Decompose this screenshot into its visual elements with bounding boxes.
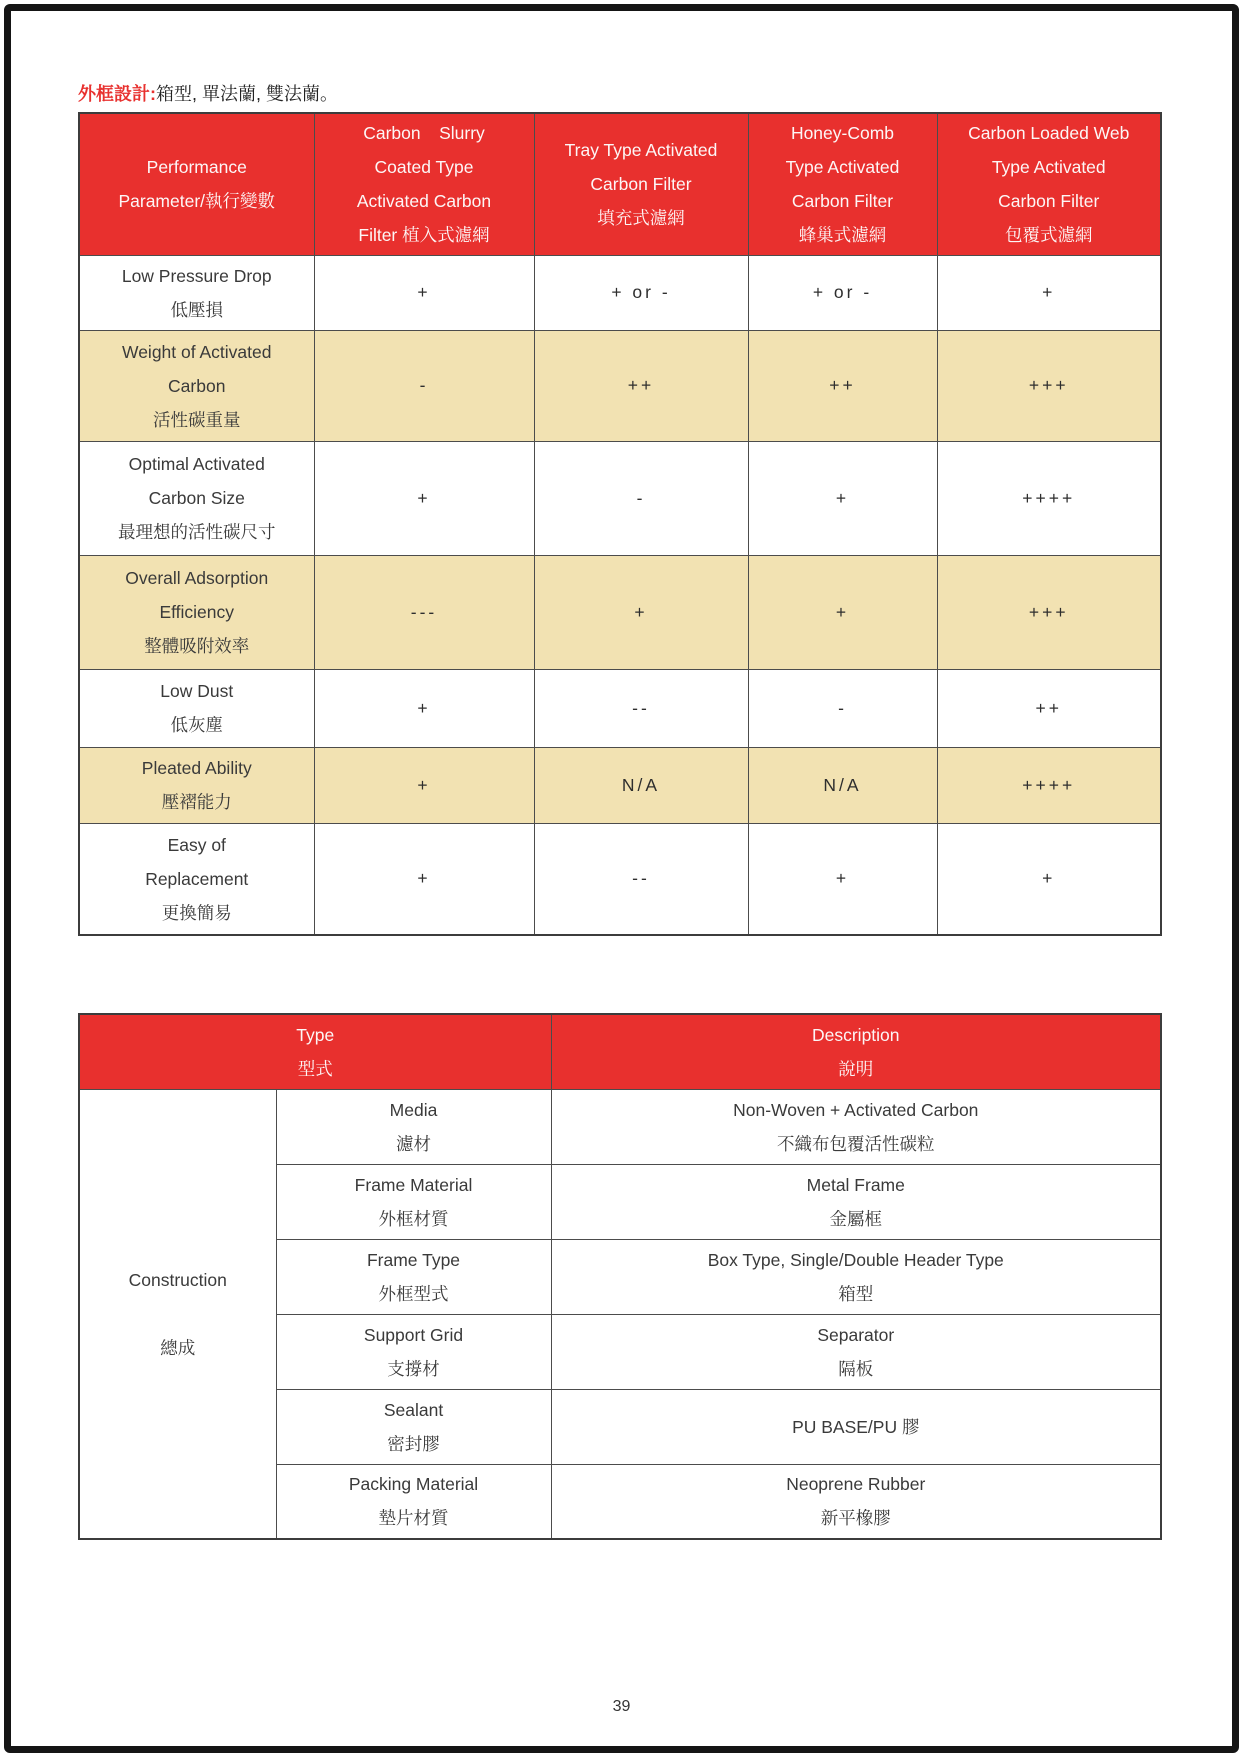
label-line: Optimal Activated	[128, 454, 265, 474]
desc-line: 不織布包覆活性碳粒	[777, 1133, 935, 1154]
header-type	[79, 1014, 551, 1089]
row-label	[79, 823, 314, 935]
label-line: 更換簡易	[161, 902, 232, 923]
type-line: Frame Type	[366, 1249, 461, 1270]
group-line: 總成	[160, 1337, 196, 1358]
header-line: Tray Type Activated	[564, 140, 718, 161]
description-cell	[551, 1314, 1161, 1389]
rating-cell: N/A	[748, 747, 937, 823]
rating-cell: +	[748, 823, 937, 935]
rating-cell: +	[314, 255, 534, 330]
desc-line: 新平橡膠	[820, 1508, 891, 1529]
type-line: 外框型式	[378, 1283, 449, 1304]
type-line: 支撐材	[387, 1358, 440, 1379]
header-performance-parameter	[79, 113, 314, 255]
type-line: 密封膠	[387, 1433, 440, 1454]
type-cell	[276, 1389, 551, 1464]
header-line: Honey-Comb	[790, 123, 895, 144]
group-line: Construction	[128, 1269, 227, 1290]
type-line: 濾材	[396, 1133, 431, 1154]
performance-comparison-table	[78, 112, 1162, 936]
rating-cell: -	[748, 669, 937, 747]
description-cell	[551, 1164, 1161, 1239]
page-number: 39	[612, 1698, 631, 1715]
type-line: 外框材質	[378, 1208, 449, 1229]
desc-line: Separator	[817, 1324, 895, 1345]
row-label	[79, 330, 314, 441]
header-line: 填充式濾網	[597, 208, 685, 229]
label-line: 整體吸附效率	[144, 636, 250, 656]
label-line: 低灰塵	[170, 715, 223, 735]
rating-cell: +++	[937, 555, 1161, 669]
type-line: Packing Material	[348, 1474, 479, 1495]
rating-cell: + or -	[748, 255, 937, 330]
row-label	[79, 747, 314, 823]
perf-row-pleated-ability	[79, 747, 1161, 823]
header-carbon-loaded-web	[937, 113, 1161, 255]
header-line: 說明	[838, 1058, 874, 1079]
rating-cell: +	[748, 555, 937, 669]
header-line: 型式	[297, 1058, 333, 1079]
rating-cell: ++++	[937, 441, 1161, 555]
rating-cell: +	[314, 669, 534, 747]
description-cell	[551, 1464, 1161, 1539]
header-honey-comb	[748, 113, 937, 255]
type-line: Media	[389, 1099, 438, 1120]
label-line: Weight of Activated	[122, 341, 272, 362]
type-line: Sealant	[383, 1399, 444, 1420]
type-cell	[276, 1089, 551, 1164]
label-line: 活性碳重量	[153, 409, 241, 430]
header-line: Carbon Filter	[791, 191, 894, 212]
title-label: 外框設計:	[78, 84, 156, 104]
label-line: Low Pressure Drop	[121, 265, 272, 286]
row-label	[79, 555, 314, 669]
rating-cell: -	[314, 330, 534, 441]
type-line: Support Grid	[363, 1324, 464, 1345]
rating-cell: --	[534, 669, 748, 747]
label-line: Carbon	[168, 375, 226, 396]
header-line: Type	[296, 1024, 335, 1045]
perf-row-low-dust	[79, 669, 1161, 747]
desc-line: 隔板	[838, 1358, 874, 1379]
label-line: 壓褶能力	[161, 792, 232, 812]
rating-cell: +	[314, 823, 534, 935]
label-line: Carbon Size	[148, 488, 245, 508]
header-line: Parameter/執行變數	[118, 191, 276, 212]
header-line: Type Activated	[785, 157, 900, 178]
description-cell	[551, 1089, 1161, 1164]
desc-line: 箱型	[838, 1283, 874, 1304]
header-line: Carbon Filter	[590, 174, 692, 195]
group-cell-construction	[79, 1089, 276, 1539]
type-line: 墊片材質	[378, 1508, 449, 1529]
desc-line: Box Type, Single/Double Header Type	[707, 1249, 1004, 1270]
header-line: Activated Carbon	[356, 191, 492, 212]
rating-cell: ++	[534, 330, 748, 441]
type-cell	[276, 1314, 551, 1389]
rating-cell: N/A	[534, 747, 748, 823]
header-line: Carbon Filter	[998, 191, 1100, 212]
label-line: Easy of	[167, 834, 226, 855]
header-line: 蜂巢式濾網	[798, 225, 887, 246]
desc-line: Neoprene Rubber	[786, 1474, 926, 1495]
construction-header-row	[79, 1014, 1161, 1089]
rating-cell: +	[937, 823, 1161, 935]
title-text: 箱型, 單法蘭, 雙法蘭。	[156, 84, 339, 104]
perf-header-row	[79, 113, 1161, 255]
perf-row-low-pressure-drop	[79, 255, 1161, 330]
header-line: Carbon Loaded Web	[968, 123, 1130, 144]
type-cell	[276, 1164, 551, 1239]
row-label	[79, 669, 314, 747]
header-carbon-slurry-coated	[314, 113, 534, 255]
perf-row-optimal-activated-carbon-size	[79, 441, 1161, 555]
header-line: Coated Type	[374, 157, 474, 178]
header-line: Description	[811, 1024, 900, 1045]
rating-cell: ++	[937, 669, 1161, 747]
header-tray-type	[534, 113, 748, 255]
row-label	[79, 441, 314, 555]
desc-line: PU BASE/PU 膠	[792, 1416, 920, 1437]
label-line: Overall Adsorption	[125, 568, 269, 588]
header-line: Filter 植入式濾網	[358, 225, 490, 246]
header-line: 包覆式濾網	[1005, 225, 1093, 246]
label-line: 最理想的活性碳尺寸	[118, 522, 276, 542]
header-line: Carbon Slurry	[363, 123, 485, 144]
header-line: Performance	[146, 157, 247, 178]
label-line: 低壓損	[170, 299, 223, 320]
label-line: Low Dust	[160, 681, 234, 701]
rating-cell: ++	[748, 330, 937, 441]
header-description	[551, 1014, 1161, 1089]
rating-cell: +	[314, 441, 534, 555]
construction-row-media	[79, 1089, 1161, 1164]
rating-cell: ++++	[937, 747, 1161, 823]
label-line: Pleated Ability	[141, 758, 252, 778]
desc-line: Metal Frame	[806, 1174, 905, 1195]
type-cell	[276, 1464, 551, 1539]
desc-line: Non-Woven + Activated Carbon	[733, 1099, 979, 1120]
rating-cell: +	[534, 555, 748, 669]
rating-cell: +	[314, 747, 534, 823]
rating-cell: -	[534, 441, 748, 555]
construction-table	[78, 1013, 1162, 1540]
row-label	[79, 255, 314, 330]
perf-row-overall-adsorption-efficiency	[79, 555, 1161, 669]
type-cell	[276, 1239, 551, 1314]
rating-cell: +	[748, 441, 937, 555]
label-line: Efficiency	[159, 602, 235, 622]
header-line: Type Activated	[991, 157, 1106, 178]
rating-cell: + or -	[534, 255, 748, 330]
description-cell	[551, 1389, 1161, 1464]
rating-cell: +++	[937, 330, 1161, 441]
rating-cell: --	[534, 823, 748, 935]
rating-cell: ---	[314, 555, 534, 669]
page-title	[78, 82, 338, 106]
description-cell	[551, 1239, 1161, 1314]
label-line: Replacement	[145, 868, 249, 889]
type-line: Frame Material	[354, 1174, 473, 1195]
perf-row-easy-of-replacement	[79, 823, 1161, 935]
perf-row-weight-of-activated-carbon	[79, 330, 1161, 441]
rating-cell: +	[937, 255, 1161, 330]
desc-line: 金屬框	[829, 1208, 883, 1229]
